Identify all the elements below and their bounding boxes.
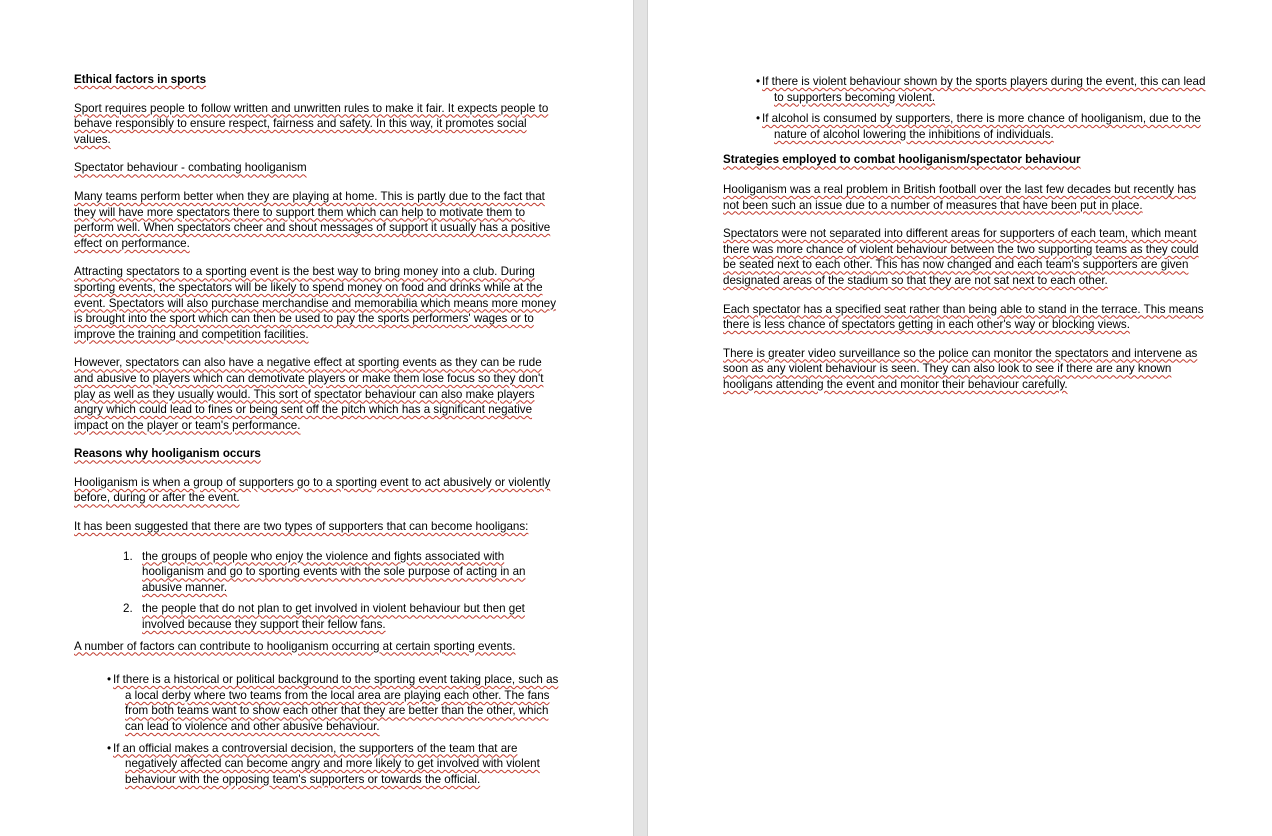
page-right-content (723, 72, 1213, 406)
bullet-icon: • (756, 75, 761, 88)
paragraph-negative-effect: However, spectators can also have a negative effect at sporting events as they can be rude and abusive to players which can demotivate players or make them lose focus so they don't play as well as they usually would. This sort of spectator behaviour can also make players angry which could lead to fines or being sent off the pitch which has a significant negative impact on the player or team's performance. (74, 356, 544, 432)
paragraph-seating: Each spectator has a specified seat rather than being able to stand in the terrace. This means there is less chance of spectators getting in each other's way or blocking views. (723, 302, 1204, 332)
hooliganism-definition: Hooliganism is when a group of supporters go to a sporting event to act abusively or violently before, during or after the event. (74, 475, 551, 505)
paragraph-money: Attracting spectators to a sporting event is the best way to bring money into a club. During sporting events, the spectators will be likely to spend money on food and drinks while at the event. Spectators will also purchase merchandise and memorabilia which means more money is brought into the sport which can then be used to pay the sports performers' wages or to improve the training and competition facilities. (74, 265, 557, 341)
supporter-types-list (74, 549, 564, 633)
factors-intro: A number of factors can contribute to hooliganism occurring at certain sporting events. (74, 639, 516, 653)
document-page-right (648, 0, 1272, 836)
supporter-types-intro: It has been suggested that there are two types of supporters that can become hooligans: (74, 520, 529, 534)
strategies-heading: Strategies employed to combat hooliganism/spectator behaviour (723, 153, 1081, 167)
factors-list-right (723, 74, 1213, 142)
bullet-icon: • (107, 741, 112, 755)
title-text: Ethical factors in sports (74, 73, 207, 86)
list-item: • If there is a historical or political background to the sporting event taking place, such as a local derby where two teams from the local area are playing each other. The fans from both teams want to show each other that they are better than the other, which can lead to violence and other abusive behaviour. (107, 673, 559, 733)
intro-paragraph: Sport requires people to follow written and unwritten rules to make it fair. It expects people to behave responsibly to ensure respect, fairness and safety. In this way, it promotes social values. (74, 101, 549, 146)
factors-list-left (74, 672, 564, 787)
document-title (74, 72, 564, 88)
reasons-heading: Reasons why hooliganism occurs (74, 447, 261, 461)
paragraph-separation: Spectators were not separated into different areas for supporters of each team, which meant there was more chance of violent behaviour between the two supporting teams as they could be seated next to each other. This has now changed and each team's supporters are given designated areas of the stadium so that they are not sat next to each other. (723, 227, 1199, 287)
page-gutter (633, 0, 648, 836)
page-left-content (74, 72, 564, 797)
spectator-heading: Spectator behaviour - combating hooliganism (74, 161, 307, 175)
list-item: 2. the people that do not plan to get involved in violent behaviour but then get involved because they support their fellow fans. (123, 602, 525, 632)
list-item: • If alcohol is consumed by supporters, there is more chance of hooliganism, due to the nature of alcohol lowering the inhibitions of individuals. (756, 112, 1201, 141)
paragraph-british-football: Hooliganism was a real problem in British football over the last few decades but recently has not been such an issue due to a number of measures that have been put in place. (723, 182, 1197, 212)
bullet-icon: • (107, 673, 112, 687)
list-item: 1. the groups of people who enjoy the violence and fights associated with hooliganism and go to sporting events with the sole purpose of acting in an abusive manner. (123, 549, 526, 594)
document-page-left (0, 0, 633, 836)
bullet-icon: • (756, 112, 761, 126)
paragraph-surveillance: There is greater video surveillance so the police can monitor the spectators and intervene as soon as any violent behaviour is seen. They can also look to see if there are any known hooligans attending the event and monitor their behaviour carefully. (723, 346, 1198, 391)
list-item: • If an official makes a controversial decision, the supporters of the team that are negatively affected can become angry and more likely to get involved with violent behaviour with the opposing team's supporters or towards the official. (107, 741, 540, 786)
list-item: • If there is violent behaviour shown by the sports players during the event, this can lead to supporters becoming violent. (756, 75, 1206, 104)
paragraph-home-advantage: Many teams perform better when they are playing at home. This is partly due to the fact that they will have more spectators there to support them which can help to motivate them to perform well. When spectators cheer and shout messages of support it usually has a positive effect on performance. (74, 189, 551, 250)
